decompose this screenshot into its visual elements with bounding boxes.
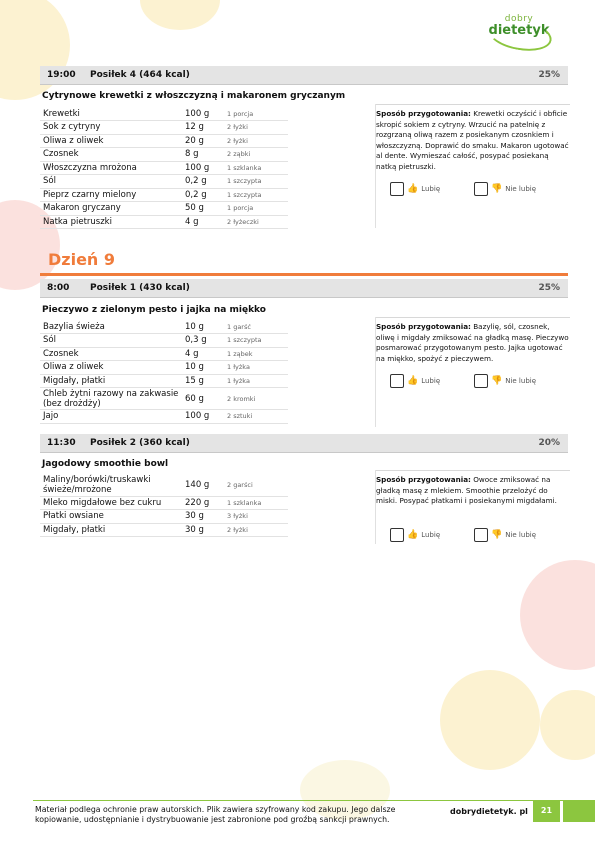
- ingredient-name: Krewetki: [40, 107, 183, 121]
- preparation-text: Sposób przygotowania: Owoce zmiksować na gładką masę z mlekiem. Smoothie przelożyć do miski. Posypać płatkami i posiekanymi migdałami.: [376, 470, 570, 507]
- ingredient-amount: 0,3 g: [183, 334, 225, 348]
- meal-header: [40, 434, 568, 453]
- ingredient-unit: 1 łyżka: [225, 361, 288, 375]
- ingredient-unit: 1 łyżka: [225, 374, 288, 388]
- ingredient-name: Sól: [40, 334, 183, 348]
- ingredient-unit: 1 szczypta: [225, 175, 288, 189]
- thumbs-down-icon: 👎: [491, 530, 503, 540]
- recipe-title: Jagodowy smoothie bowl: [42, 459, 169, 469]
- ingredient-amount: 100 g: [183, 410, 225, 424]
- fruit-decoration: [520, 560, 595, 670]
- ingredient-unit: 2 garści: [225, 474, 288, 496]
- meal-percent: 25%: [538, 70, 560, 80]
- ingredient-name: Płatki owsiane: [40, 510, 183, 524]
- ingredient-unit: 2 sztuki: [225, 410, 288, 424]
- meal-time: 11:30: [47, 438, 76, 448]
- ingredient-amount: 15 g: [183, 374, 225, 388]
- ingredient-row: [40, 175, 288, 189]
- ingredient-amount: 20 g: [183, 134, 225, 148]
- thumbs-up-icon: 👍: [407, 530, 419, 540]
- fruit-decoration: [0, 0, 70, 100]
- ingredient-name: Pieprz czarny mielony: [40, 188, 183, 202]
- like-checkbox[interactable]: [390, 182, 404, 196]
- like-checkbox[interactable]: [390, 528, 404, 542]
- ingredient-unit: 2 łyżki: [225, 523, 288, 537]
- ingredient-unit: 1 szczypta: [225, 334, 288, 348]
- ingredient-amount: 4 g: [183, 215, 225, 229]
- ingredient-name: Makaron gryczany: [40, 202, 183, 216]
- ingredient-amount: 0,2 g: [183, 175, 225, 189]
- day-title: Dzień 9: [48, 250, 116, 269]
- ingredient-amount: 30 g: [183, 510, 225, 524]
- ingredient-name: Migdały, płatki: [40, 523, 183, 537]
- ingredient-unit: 1 ząbek: [225, 347, 288, 361]
- ingredient-unit: 2 łyżki: [225, 134, 288, 148]
- ingredients-table: [40, 474, 288, 537]
- preparation-text: Sposób przygotowania: Bazylię, sól, czosnek, oliwę i migdały zmiksować na gładką masę. Pieczywo posmarować przygotowanym pesto. Jajka ugotować na miękko, spożyć z pieczywem.: [376, 317, 570, 364]
- ingredient-name: Mleko migdałowe bez cukru: [40, 496, 183, 510]
- ingredient-amount: 140 g: [183, 474, 225, 496]
- ingredient-unit: 1 szklanka: [225, 496, 288, 510]
- ingredient-amount: 220 g: [183, 496, 225, 510]
- meal-time: 8:00: [47, 283, 70, 293]
- ingredient-unit: 2 kromki: [225, 388, 288, 410]
- meal-percent: 25%: [538, 283, 560, 293]
- ingredient-row: [40, 188, 288, 202]
- like-button[interactable]: 👍 Lubię: [390, 528, 440, 542]
- ingredient-row: [40, 347, 288, 361]
- meal-header: [40, 66, 568, 85]
- ingredient-amount: 8 g: [183, 148, 225, 162]
- ingredient-amount: 10 g: [183, 361, 225, 375]
- ingredient-unit: 1 porcja: [225, 107, 288, 121]
- ingredient-name: Czosnek: [40, 148, 183, 162]
- ingredient-name: Włoszczyzna mrożona: [40, 161, 183, 175]
- ingredient-unit: 1 porcja: [225, 202, 288, 216]
- ingredient-row: [40, 388, 288, 410]
- ingredient-amount: 12 g: [183, 121, 225, 135]
- ingredient-unit: 3 łyżki: [225, 510, 288, 524]
- ingredients-table: [40, 107, 288, 229]
- thumbs-up-icon: 👍: [407, 376, 419, 386]
- ingredient-name: Chleb żytni razowy na zakwasie (bez drożdży): [40, 388, 183, 410]
- ingredient-name: Oliwa z oliwek: [40, 361, 183, 375]
- page-number: 21: [533, 800, 560, 822]
- ingredient-name: Oliwa z oliwek: [40, 134, 183, 148]
- footer-accent-bar: [563, 800, 595, 822]
- ingredient-amount: 30 g: [183, 523, 225, 537]
- ingredients-table: [40, 320, 288, 424]
- preparation-text: Sposób przygotowania: Krewetki oczyścić i obficie skropić sokiem z cytryny. Wrzucić na patelnię z rozgrzaną oliwą razem z posiekanym czosnkiem i włoszczyzną. Doprawić do smaku. Makaron ugotować al dente. Wymieszać całość, posypać posiekaną natką pietruszki.: [376, 104, 570, 172]
- like-button[interactable]: 👍 Lubię: [390, 182, 440, 196]
- fruit-decoration: [140, 0, 220, 30]
- like-checkbox[interactable]: [390, 374, 404, 388]
- ingredient-unit: 2 łyżeczki: [225, 215, 288, 229]
- ingredient-amount: 60 g: [183, 388, 225, 410]
- ingredient-row: [40, 496, 288, 510]
- ingredient-amount: 50 g: [183, 202, 225, 216]
- ingredient-amount: 100 g: [183, 107, 225, 121]
- ingredient-name: Natka pietruszki: [40, 215, 183, 229]
- brand-logo: dobry dietetyk: [486, 14, 552, 48]
- dislike-button[interactable]: 👎 Nie lubię: [474, 374, 536, 388]
- ingredient-amount: 100 g: [183, 161, 225, 175]
- ingredient-row: [40, 161, 288, 175]
- meal-title: Posiłek 1 (430 kcal): [90, 283, 190, 293]
- dislike-button[interactable]: 👎 Nie lubię: [474, 182, 536, 196]
- day-divider: [40, 273, 568, 276]
- recipe-title: Cytrynowe krewetki z włoszczyzną i makaronem gryczanym: [42, 91, 346, 101]
- meal-time: 19:00: [47, 70, 76, 80]
- ingredient-amount: 10 g: [183, 320, 225, 334]
- ingredient-name: Migdały, płatki: [40, 374, 183, 388]
- ingredient-row: [40, 361, 288, 375]
- ingredient-row: [40, 320, 288, 334]
- ingredient-name: Sok z cytryny: [40, 121, 183, 135]
- thumbs-down-icon: 👎: [491, 184, 503, 194]
- ingredient-unit: 2 ząbki: [225, 148, 288, 162]
- ingredient-row: [40, 121, 288, 135]
- copyright-notice: Materiał podlega ochronie praw autorskich. Plik zawiera szyfrowany kod zakupu. Jego dalsze kopiowanie, udostępnianie i dystrybuowanie jest zabronione pod groźbą sankcji prawnych.: [35, 805, 396, 824]
- ingredient-name: Bazylia świeża: [40, 320, 183, 334]
- ingredient-row: [40, 148, 288, 162]
- ingredient-row: [40, 510, 288, 524]
- ingredient-row: [40, 523, 288, 537]
- ingredient-row: [40, 374, 288, 388]
- dislike-checkbox[interactable]: [474, 374, 488, 388]
- site-link[interactable]: dobrydietetyk. pl: [450, 807, 528, 816]
- dislike-checkbox[interactable]: [474, 528, 488, 542]
- ingredient-row: [40, 334, 288, 348]
- ingredient-amount: 0,2 g: [183, 188, 225, 202]
- ingredient-name: Maliny/borówki/truskawki świeże/mrożone: [40, 474, 183, 496]
- recipe-title: Pieczywo z zielonym pesto i jajka na miękko: [42, 305, 266, 315]
- dislike-button[interactable]: 👎 Nie lubię: [474, 528, 536, 542]
- ingredient-row: [40, 134, 288, 148]
- ingredient-row: [40, 215, 288, 229]
- ingredient-unit: 2 łyżki: [225, 121, 288, 135]
- like-button[interactable]: 👍 Lubię: [390, 374, 440, 388]
- page-footer: [33, 800, 563, 825]
- meal-title: Posiłek 4 (464 kcal): [90, 70, 190, 80]
- ingredient-name: Sól: [40, 175, 183, 189]
- thumbs-up-icon: 👍: [407, 184, 419, 194]
- ingredient-name: Czosnek: [40, 347, 183, 361]
- dislike-checkbox[interactable]: [474, 182, 488, 196]
- ingredient-row: [40, 410, 288, 424]
- ingredient-unit: 1 garść: [225, 320, 288, 334]
- fruit-decoration: [440, 670, 540, 770]
- ingredient-unit: 1 szklanka: [225, 161, 288, 175]
- ingredient-amount: 4 g: [183, 347, 225, 361]
- meal-header: [40, 279, 568, 298]
- ingredient-unit: 1 szczypta: [225, 188, 288, 202]
- ingredient-row: [40, 107, 288, 121]
- meal-percent: 20%: [538, 438, 560, 448]
- thumbs-down-icon: 👎: [491, 376, 503, 386]
- ingredient-row: [40, 474, 288, 496]
- meal-title: Posiłek 2 (360 kcal): [90, 438, 190, 448]
- ingredient-row: [40, 202, 288, 216]
- ingredient-name: Jajo: [40, 410, 183, 424]
- fruit-decoration: [540, 690, 595, 760]
